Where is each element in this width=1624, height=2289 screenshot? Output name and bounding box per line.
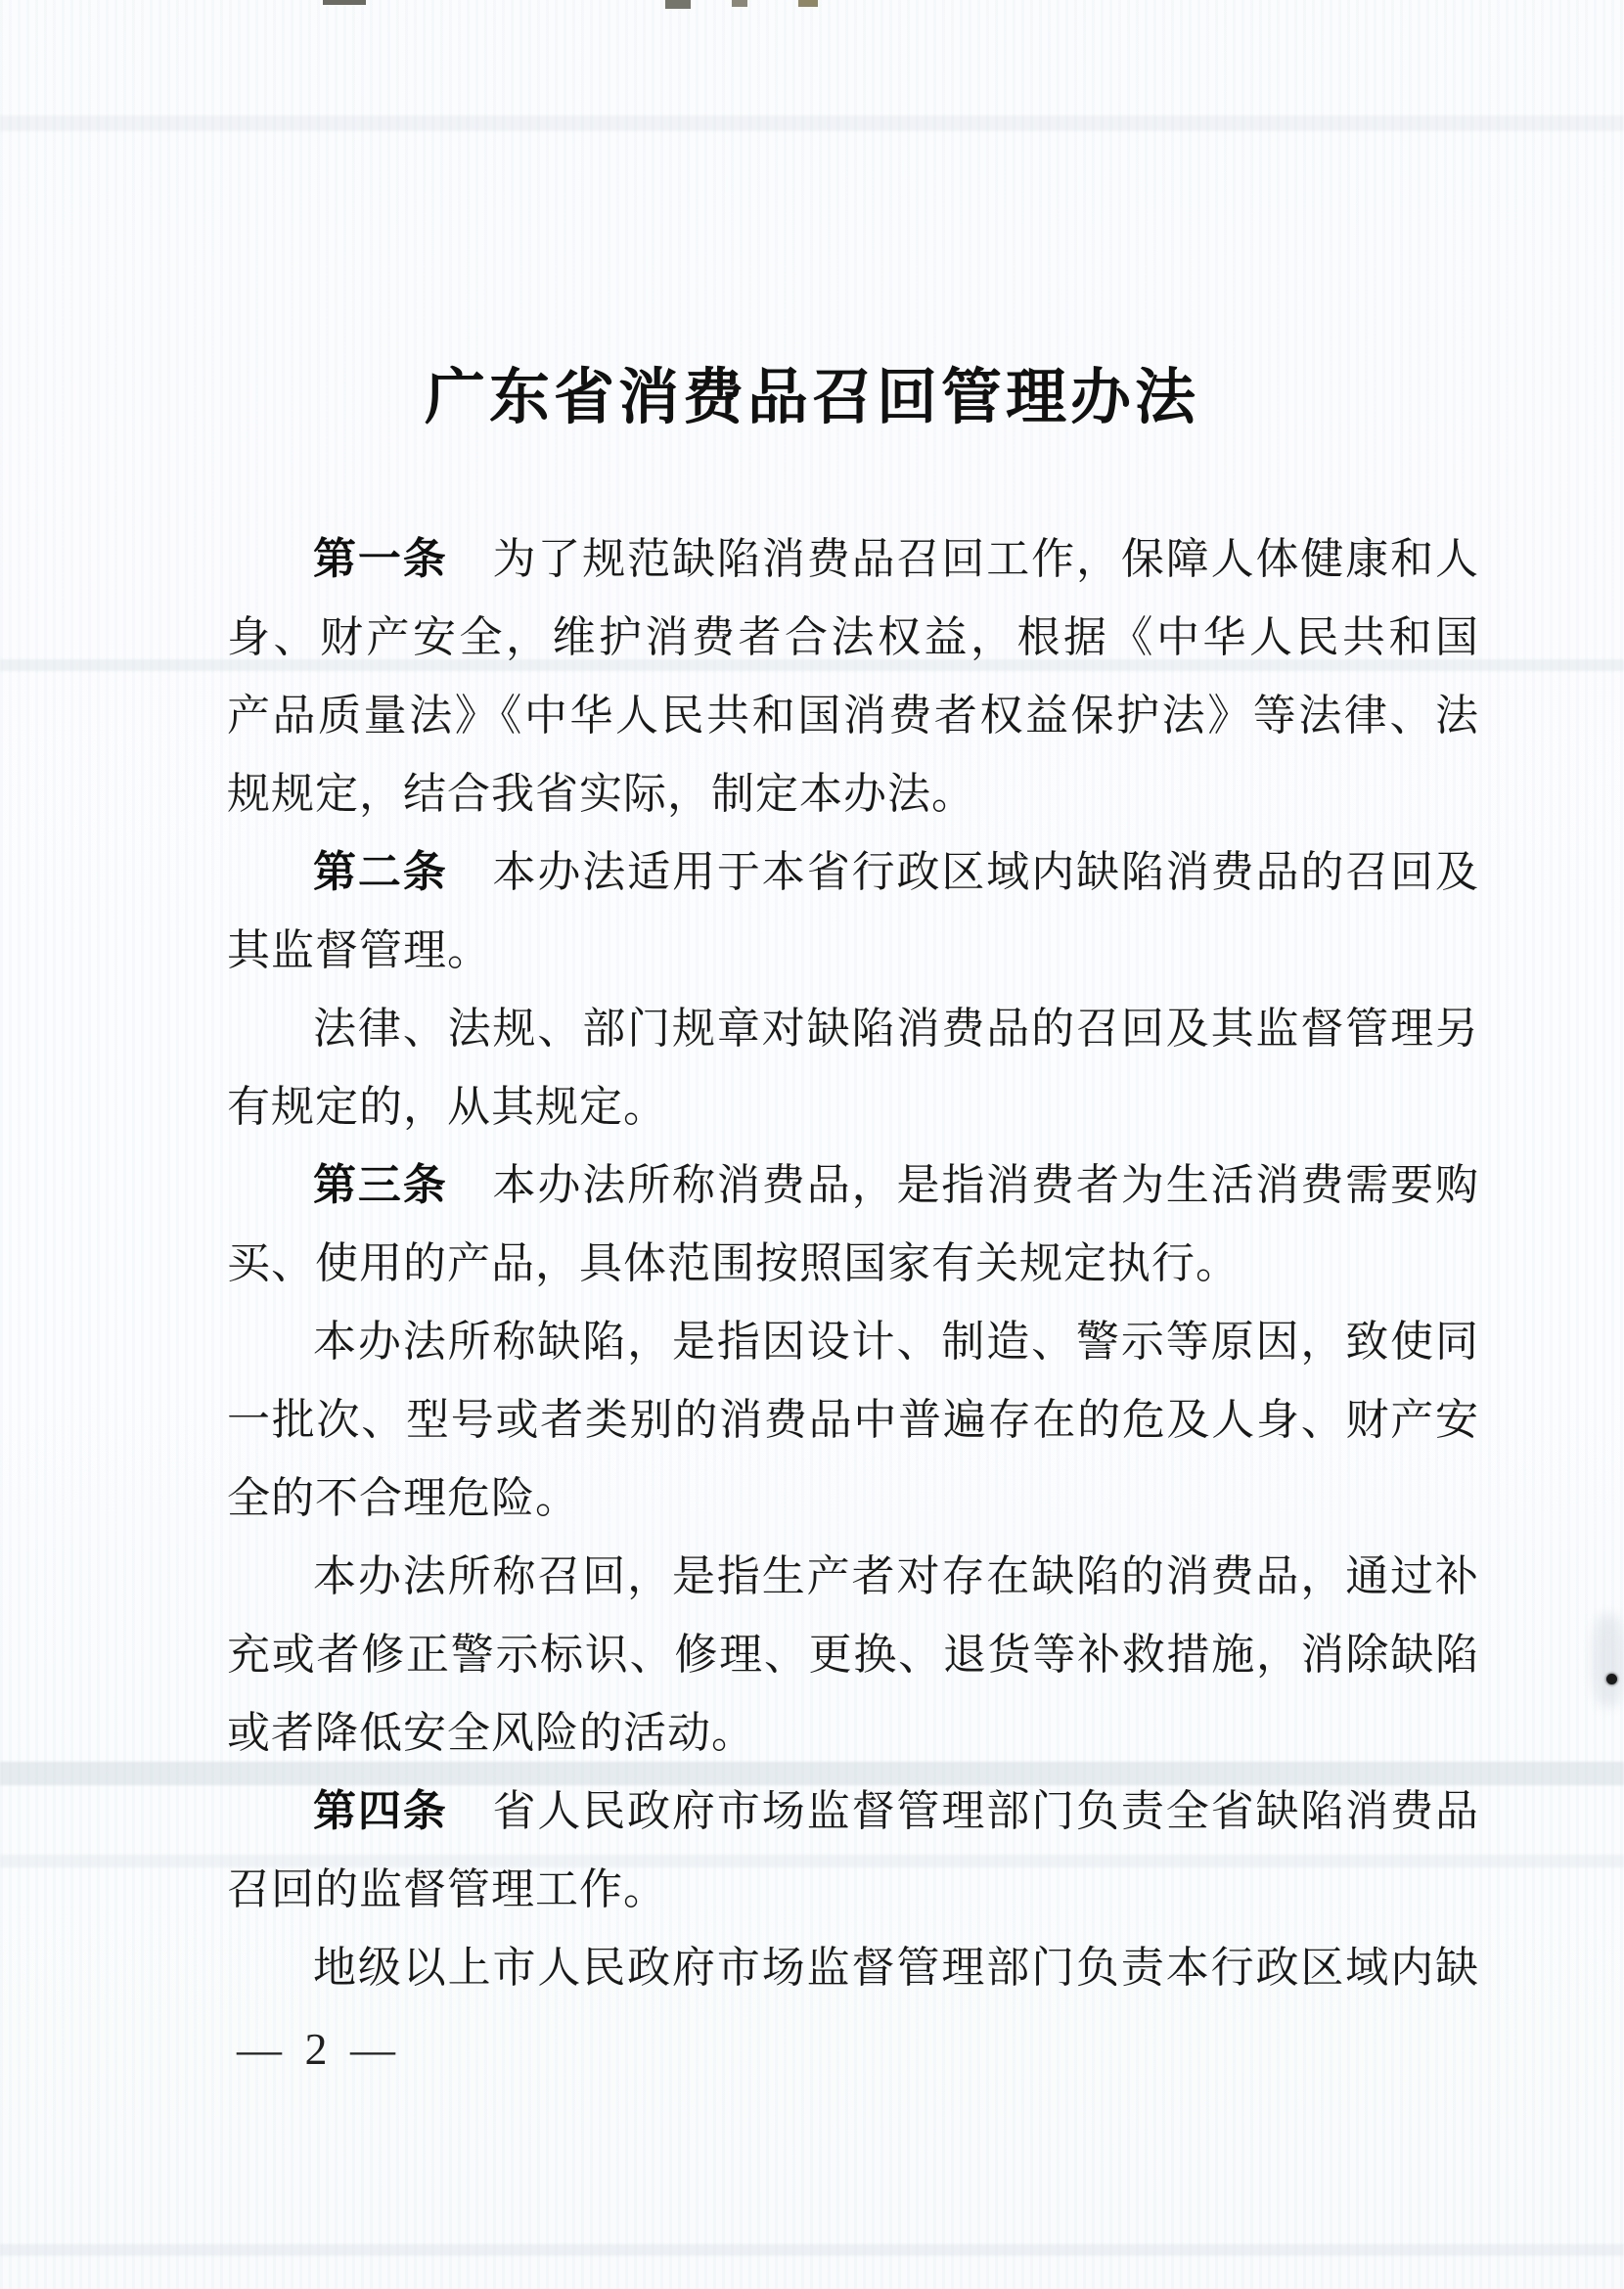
article-number: 第四条 xyxy=(313,1787,448,1835)
scan-artifact-band xyxy=(0,115,1624,131)
article-number: 第三条 xyxy=(313,1161,448,1209)
scan-artifact-top-mark xyxy=(323,0,366,5)
text-line: 本办法所称缺陷，是指因设计、制造、警示等原因，致使同 xyxy=(313,1318,1479,1366)
article-number: 第一条 xyxy=(313,535,448,583)
ink-dot-artifact xyxy=(1606,1674,1617,1684)
text-line: 第三条 本办法所称消费品，是指消费者为生活消费需要购 xyxy=(313,1161,1480,1209)
text-line: 充或者修正警示标识、修理、更换、退货等补救措施，消除缺陷 xyxy=(227,1631,1479,1679)
page-number: — 2 — xyxy=(237,2024,401,2074)
text-line: 规规定，结合我省实际，制定本办法。 xyxy=(227,770,975,818)
text-line: 或者降低安全风险的活动。 xyxy=(227,1709,755,1757)
scan-artifact-band xyxy=(0,2244,1624,2256)
text-line: 召回的监督管理工作。 xyxy=(227,1865,667,1913)
scan-artifact-top-mark xyxy=(732,0,747,7)
scan-artifact-smudge xyxy=(1593,1614,1624,1707)
text-line: 法律、法规、部门规章对缺陷消费品的召回及其监督管理另 xyxy=(313,1005,1479,1053)
text-line: 地级以上市人民政府市场监督管理部门负责本行政区域内缺 xyxy=(313,1944,1479,1992)
text-line: 第四条 省人民政府市场监督管理部门负责全省缺陷消费品 xyxy=(313,1787,1480,1835)
article-number: 第二条 xyxy=(313,848,448,896)
text-line: 一批次、型号或者类别的消费品中普遍存在的危及人身、财产安 xyxy=(227,1396,1479,1444)
document-title: 广东省消费品召回管理办法 xyxy=(424,365,1199,431)
text-line: 产品质量法》《中华人民共和国消费者权益保护法》等法律、法 xyxy=(227,692,1479,740)
document-body xyxy=(227,520,1479,2007)
text-line: 有规定的，从其规定。 xyxy=(227,1083,667,1131)
text-line: 买、使用的产品，具体范围按照国家有关规定执行。 xyxy=(227,1239,1240,1287)
scan-artifact-top-mark xyxy=(665,0,691,9)
text-line: 身、财产安全，维护消费者合法权益，根据《中华人民共和国 xyxy=(227,613,1479,661)
text-line: 全的不合理危险。 xyxy=(227,1474,579,1522)
text-line: 其监督管理。 xyxy=(227,926,491,974)
text-line: 第一条 为了规范缺陷消费品召回工作，保障人体健康和人 xyxy=(313,535,1480,583)
text-line: 本办法所称召回，是指生产者对存在缺陷的消费品，通过补 xyxy=(313,1552,1479,1600)
text-line: 第二条 本办法适用于本省行政区域内缺陷消费品的召回及 xyxy=(313,848,1480,896)
scan-artifact-top-mark xyxy=(798,0,818,7)
